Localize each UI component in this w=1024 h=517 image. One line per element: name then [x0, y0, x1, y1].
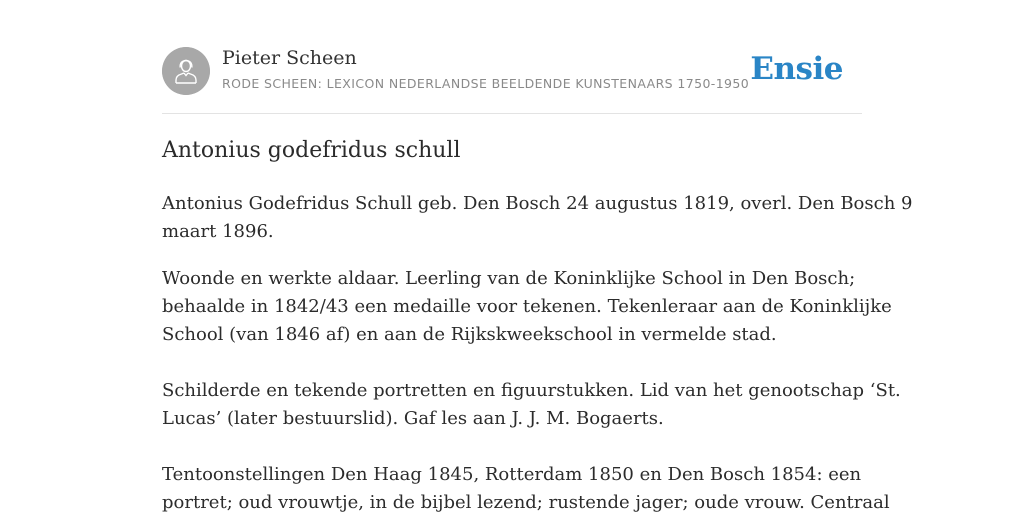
source-name[interactable]: RODE SCHEEN: LEXICON NEDERLANDSE BEELDENDE KUNSTENAARS 1750-1950 — [222, 76, 750, 91]
paragraph-line: Antonius Godefridus Schull geb. Den Bosch 24 augustus 1819, overl. Den Bosch 9 — [162, 193, 913, 214]
paragraph-line: Tentoonstellingen Den Haag 1845, Rotterdam 1850 en Den Bosch 1854: een — [162, 464, 862, 485]
article-title: Antonius godefridus schull — [162, 138, 461, 163]
paragraph-line: Woonde en werkte aldaar. Leerling van de Koninklijke School in Den Bosch; — [162, 268, 856, 289]
article-body — [162, 190, 913, 517]
article-header — [162, 47, 862, 113]
paragraph-line: maart 1896. — [162, 221, 274, 242]
header-divider — [162, 113, 862, 114]
ensie-logo[interactable]: Ensie — [750, 51, 843, 87]
paragraph-line: portret; oud vrouwtje, in de bijbel lezend; rustende jager; oude vrouw. Centraal — [162, 492, 890, 513]
paragraph-line: behaalde in 1842/43 een medaille voor tekenen. Tekenleraar aan de Koninklijke — [162, 296, 892, 317]
user-avatar-icon[interactable] — [162, 47, 210, 95]
paragraph-line: School (van 1846 af) en aan de Rijkskweekschool in vermelde stad. — [162, 324, 777, 345]
paragraph-line: Schilderde en tekende portretten en figuurstukken. Lid van het genootschap ‘St. — [162, 380, 901, 401]
author-name[interactable]: Pieter Scheen — [222, 47, 357, 69]
paragraph-line: Lucas’ (later bestuurslid). Gaf les aan J. J. M. Bogaerts. — [162, 408, 664, 429]
